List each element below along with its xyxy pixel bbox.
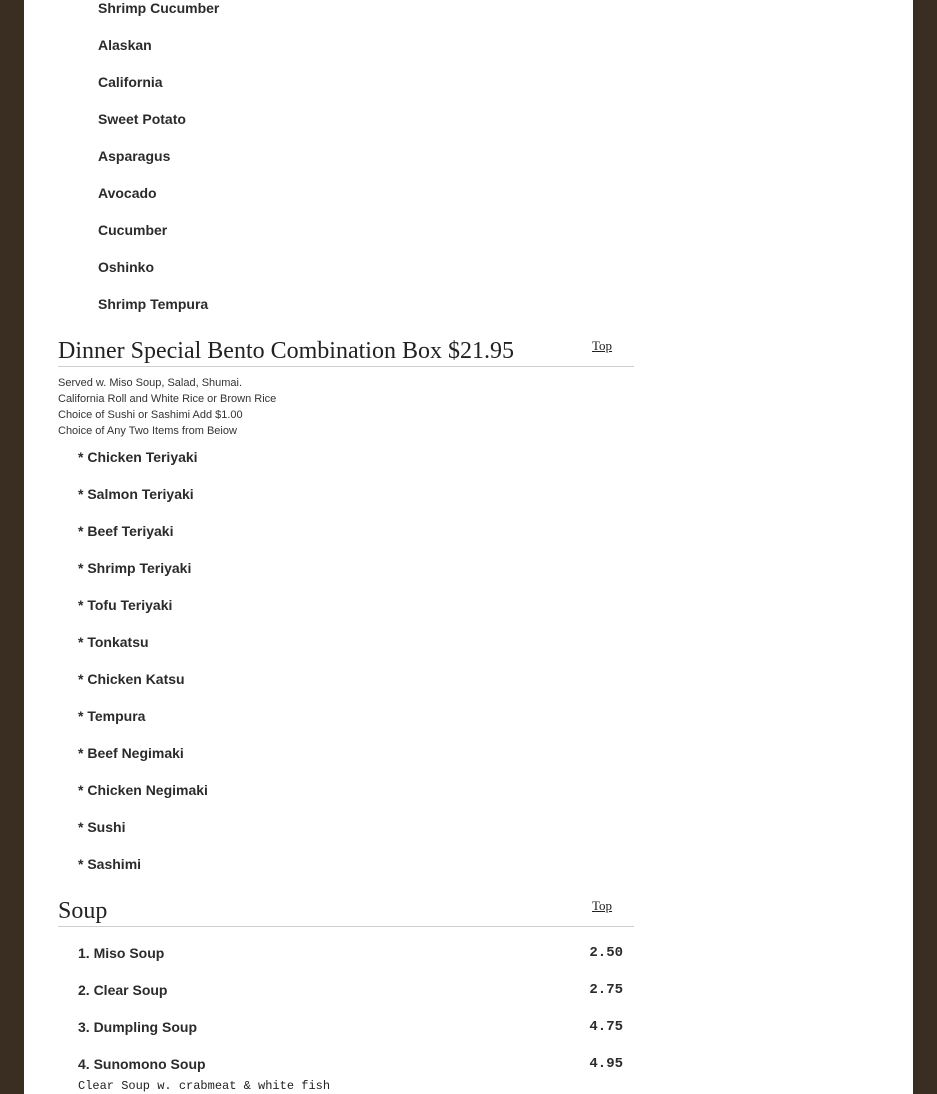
soup-section-header [58,896,634,927]
bento-choice: * Sashimi [78,856,142,872]
bento-choice: * Tempura [78,708,146,724]
bento-note: Served w. Miso Soup, Salad, Shumai. [58,377,243,389]
soup-section-title: Soup [58,898,108,924]
bento-choice: * Beef Teriyaki [78,523,174,539]
bento-note: California Roll and White Rice or Brown Rice [58,393,277,405]
roll-item: Shrimp Cucumber [98,0,220,16]
roll-item: Asparagus [98,148,171,164]
soup-item-price: 2.75 [589,982,623,998]
roll-item: California [98,74,163,90]
soup-item-name: 3. Dumpling Soup [78,1019,197,1035]
soup-item-price: 4.95 [589,1056,623,1072]
soup-item-price: 2.50 [589,945,623,961]
bento-choice: * Tofu Teriyaki [78,597,173,613]
roll-item: Avocado [98,185,157,201]
roll-item: Cucumber [98,222,168,238]
roll-item: Sweet Potato [98,111,186,127]
roll-item: Alaskan [98,37,152,53]
bento-choice: * Shrimp Teriyaki [78,560,192,576]
bento-note: Choice of Sushi or Sashimi Add $1.00 [58,409,243,421]
bento-choice: * Sushi [78,819,126,835]
soup-item-price: 4.75 [589,1019,623,1035]
soup-item-name: 1. Miso Soup [78,945,165,961]
bento-choice: * Salmon Teriyaki [78,486,194,502]
bento-section-title: Dinner Special Bento Combination Box $21.95 [58,338,514,364]
bento-choice: * Tonkatsu [78,634,149,650]
roll-item: Oshinko [98,259,155,275]
bento-note: Choice of Any Two Items from Beiow [58,425,237,437]
bento-choice: * Beef Negimaki [78,745,184,761]
bento-choice: * Chicken Katsu [78,671,185,687]
soup-item-name: 2. Clear Soup [78,982,168,998]
soup-item-description: Clear Soup w. crabmeat & white fish [78,1079,331,1093]
roll-item: Shrimp Tempura [98,296,209,312]
bento-choice: * Chicken Teriyaki [78,449,198,465]
bento-choice: * Chicken Negimaki [78,782,208,798]
soup-item-name: 4. Sunomono Soup [78,1056,206,1072]
bento-section-header [58,336,634,367]
bento-top-link[interactable]: Top [592,338,613,353]
menu-page [24,0,913,1094]
soup-top-link[interactable]: Top [592,898,613,913]
